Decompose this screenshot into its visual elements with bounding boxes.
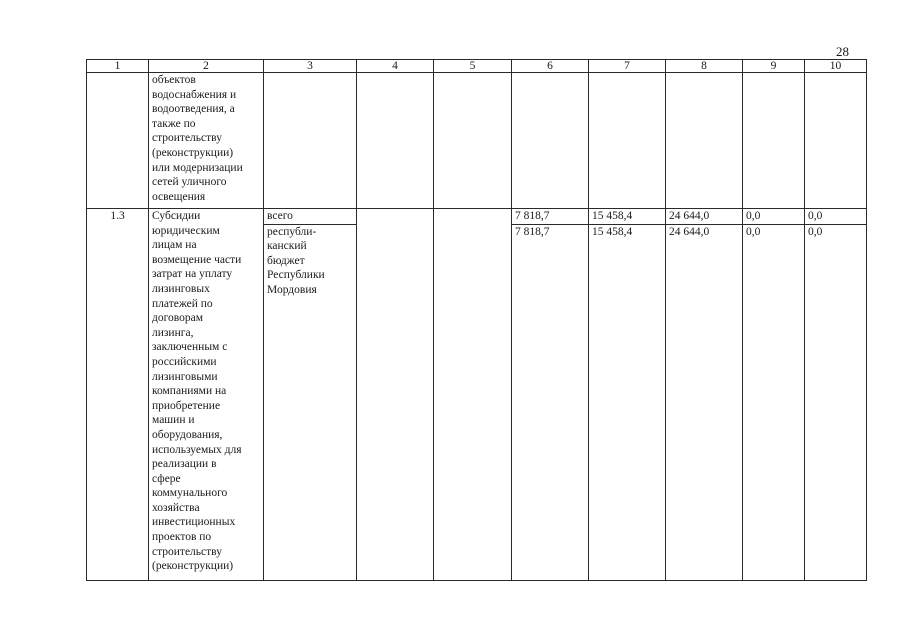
value-col-6: 7 818,7 bbox=[512, 224, 589, 580]
value-col-8: 24 644,0 bbox=[666, 209, 743, 225]
value-col-9: 0,0 bbox=[743, 209, 805, 225]
budget-table bbox=[86, 59, 867, 581]
measure-name-continued: объектов водоснабжения и водоотведения, а также по строительству (реконструкции) или модернизации сетей уличного освещения bbox=[149, 73, 264, 209]
cell-empty bbox=[357, 73, 434, 209]
funding-source: всего bbox=[264, 209, 357, 225]
cell-empty bbox=[666, 73, 743, 209]
col-header: 1 bbox=[87, 60, 149, 73]
col-header: 9 bbox=[743, 60, 805, 73]
col-header: 2 bbox=[149, 60, 264, 73]
page-number: 28 bbox=[836, 44, 849, 59]
column-number-row bbox=[87, 60, 867, 73]
cell-empty bbox=[805, 73, 867, 209]
col-header: 6 bbox=[512, 60, 589, 73]
col-header: 5 bbox=[434, 60, 512, 73]
cell-empty bbox=[357, 209, 434, 581]
continuation-row bbox=[87, 73, 867, 209]
col-header: 8 bbox=[666, 60, 743, 73]
cell-empty bbox=[512, 73, 589, 209]
cell-empty bbox=[87, 73, 149, 209]
value-col-7: 15 458,4 bbox=[589, 209, 666, 225]
cell-empty bbox=[434, 73, 512, 209]
cell-empty bbox=[434, 209, 512, 581]
row-number: 1.3 bbox=[87, 209, 149, 581]
value-col-8: 24 644,0 bbox=[666, 224, 743, 580]
table-row bbox=[87, 209, 867, 225]
col-header: 3 bbox=[264, 60, 357, 73]
value-col-10: 0,0 bbox=[805, 224, 867, 580]
col-header: 7 bbox=[589, 60, 666, 73]
cell-empty bbox=[743, 73, 805, 209]
value-col-6: 7 818,7 bbox=[512, 209, 589, 225]
value-col-10: 0,0 bbox=[805, 209, 867, 225]
cell-empty bbox=[264, 73, 357, 209]
col-header: 4 bbox=[357, 60, 434, 73]
col-header: 10 bbox=[805, 60, 867, 73]
value-col-7: 15 458,4 bbox=[589, 224, 666, 580]
cell-empty bbox=[589, 73, 666, 209]
measure-name: Субсидии юридическим лицам на возмещение части затрат на уплату лизинговых платежей по договорам лизинга, заключенным с российскими лизинговыми компаниями на приобретение машин и оборудования, используемых для реализации в сфере коммунального хозяйства инвестиционных проектов по строительству (реконструкции) bbox=[149, 209, 264, 581]
funding-source: республи- канский бюджет Республики Мордовия bbox=[264, 224, 357, 580]
value-col-9: 0,0 bbox=[743, 224, 805, 580]
